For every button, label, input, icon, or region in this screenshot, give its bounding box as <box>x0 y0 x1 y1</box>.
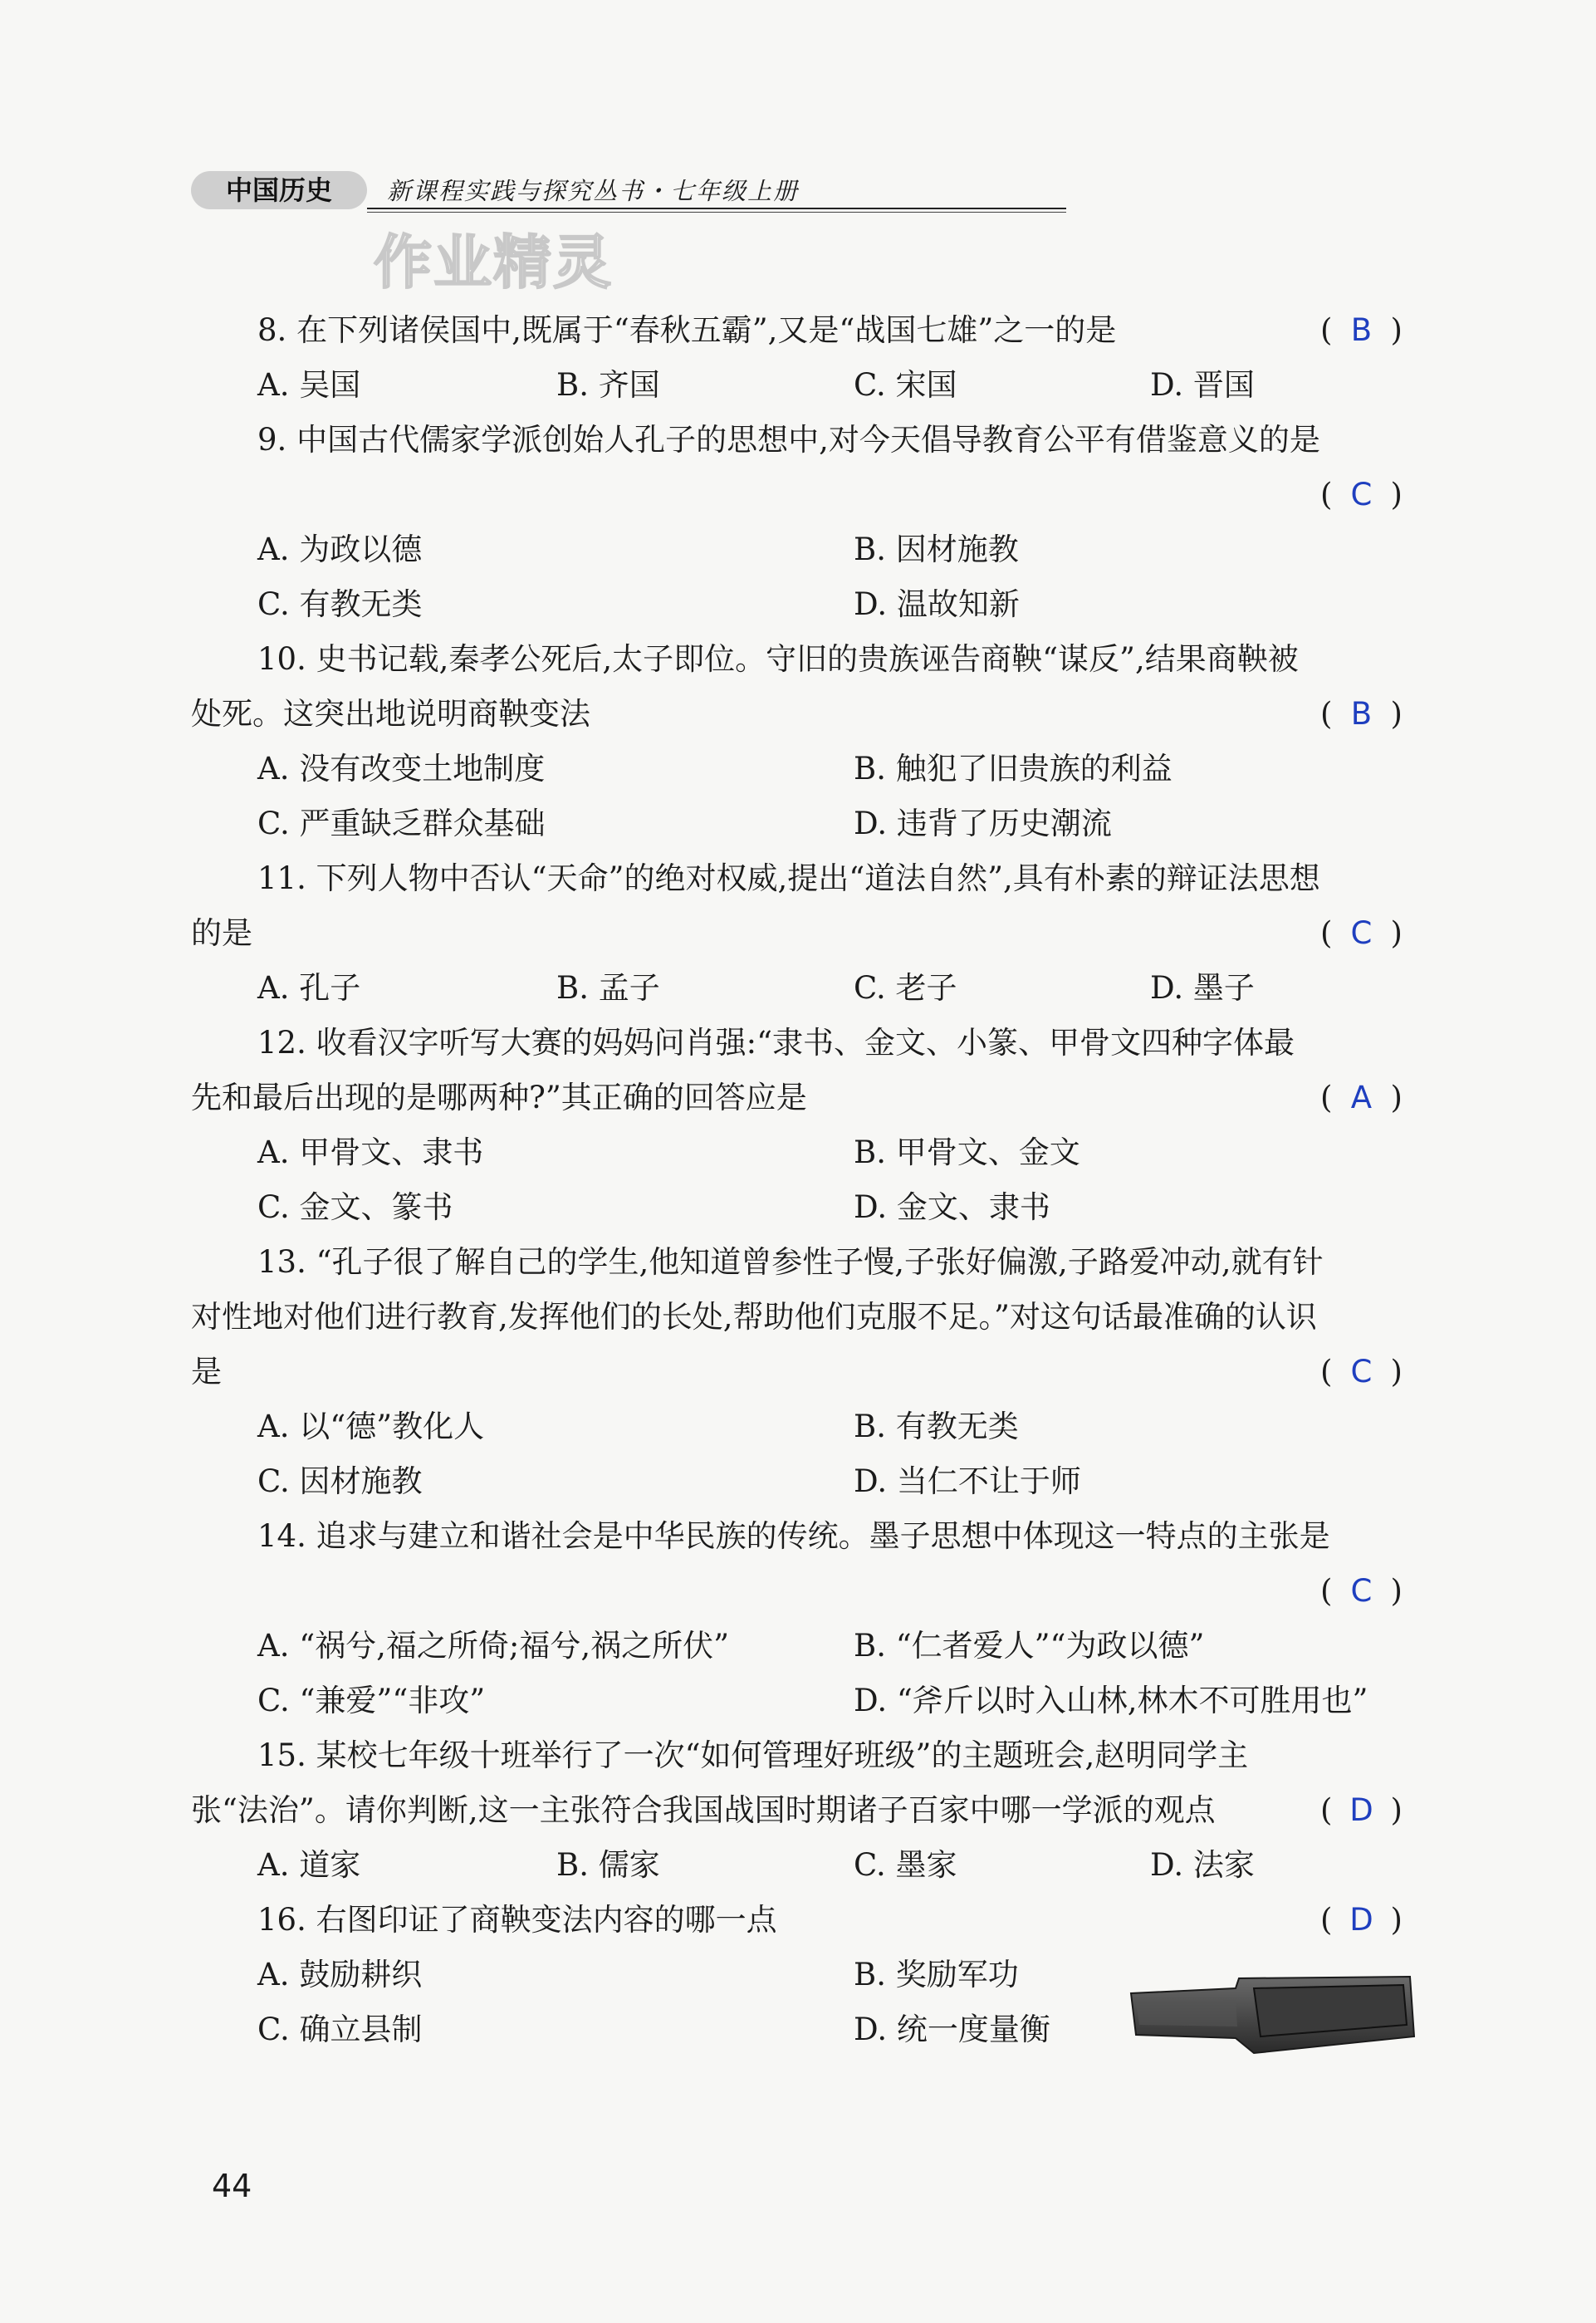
option-b: B. 触犯了旧贵族的利益 <box>854 751 1173 787</box>
options-row <box>191 1838 1416 1893</box>
options-row <box>191 1125 1416 1180</box>
question-number: 8. <box>257 312 287 348</box>
page-number: 44 <box>212 2168 252 2204</box>
answer-letter: C <box>1350 477 1373 512</box>
option-c: C. 金文、篆书 <box>257 1189 453 1225</box>
option-b: B. 奖励军功 <box>854 1957 1019 1992</box>
options-row <box>191 1180 1416 1235</box>
option-b: B. 齐国 <box>556 367 660 403</box>
options-row <box>191 1454 1416 1509</box>
option-c: C. 墨家 <box>854 1847 957 1883</box>
answer-bracket: ( D ) <box>1320 1783 1416 1838</box>
question-12 <box>191 1016 1416 1235</box>
option-a: A. 为政以德 <box>257 532 423 567</box>
watermark: 作业精灵 <box>374 228 613 297</box>
question-stem: 8. 在下列诸侯国中,既属于“春秋五霸”,又是“战国七雄”之一的是 ( B ) <box>191 303 1416 358</box>
option-c: C. 老子 <box>854 970 957 1006</box>
options-row <box>191 1399 1416 1454</box>
question-14 <box>191 1509 1416 1728</box>
question-11 <box>191 851 1416 1016</box>
option-d: D. 晋国 <box>1150 367 1255 403</box>
question-stem: 12. 收看汉字听写大赛的妈妈问肖强:“隶书、金文、小篆、甲骨文四种字体最先和最后出现的是哪两种?”其正确的回答应是 ( A ) <box>191 1016 1416 1125</box>
options-row <box>191 522 1416 577</box>
answer-bracket: ( D ) <box>1320 1893 1416 1948</box>
question-number: 9. <box>257 422 287 458</box>
option-d: D. 法家 <box>1150 1847 1255 1883</box>
option-d: D. 统一度量衡 <box>854 2012 1050 2047</box>
options-row <box>191 1674 1416 1728</box>
option-a: A. 道家 <box>257 1847 361 1883</box>
answer-letter: D <box>1349 1792 1373 1828</box>
option-c: C. 有教无类 <box>257 586 423 622</box>
option-d: D. “斧斤以时入山林,林木不可胜用也” <box>854 1683 1368 1718</box>
question-8 <box>191 303 1416 413</box>
option-a: A. “祸兮,福之所倚;福兮,祸之所伏” <box>257 1628 730 1664</box>
answer-bracket: ( B ) <box>1320 687 1416 742</box>
answer-letter: B <box>1350 696 1373 732</box>
question-stem: 11. 下列人物中否认“天命”的绝对权威,提出“道法自然”,具有朴素的辩证法思想的是 ( C ) <box>191 851 1416 961</box>
option-d: D. 当仁不让于师 <box>854 1463 1081 1499</box>
measuring-vessel-image <box>1129 1970 1416 2057</box>
question-number: 12. <box>257 1025 306 1061</box>
header-rule <box>367 208 1066 209</box>
question-number: 13. <box>257 1244 306 1280</box>
options-row <box>191 577 1416 632</box>
question-stem: 10. 史书记载,秦孝公死后,太子即位。守旧的贵族诬告商鞅“谋反”,结果商鞅被处死。这突出地说明商鞅变法 ( B ) <box>191 632 1416 742</box>
option-c: C. 因材施教 <box>257 1463 423 1499</box>
question-9 <box>191 413 1416 632</box>
option-d: D. 违背了历史潮流 <box>854 806 1112 841</box>
option-c: C. 确立县制 <box>257 2012 423 2047</box>
question-stem: 14. 追求与建立和谐社会是中华民族的传统。墨子思想中体现这一特点的主张是 <box>257 1518 1330 1554</box>
option-b: B. 甲骨文、金文 <box>854 1135 1080 1170</box>
option-d: D. 金文、隶书 <box>854 1189 1050 1225</box>
answer-bracket: ( A ) <box>1320 1071 1416 1125</box>
answer-letter: D <box>1349 1902 1373 1938</box>
option-b: B. “仁者爱人”“为政以德” <box>854 1628 1205 1664</box>
question-number: 10. <box>257 641 306 677</box>
option-b: B. 因材施教 <box>854 532 1019 567</box>
answer-bracket: ( C ) <box>1320 1345 1416 1399</box>
option-a: A. 以“德”教化人 <box>257 1409 485 1444</box>
option-a: A. 孔子 <box>257 970 361 1006</box>
option-b: B. 孟子 <box>556 970 660 1006</box>
answer-letter: B <box>1350 312 1373 348</box>
question-number: 11. <box>257 860 306 896</box>
options-row <box>191 961 1416 1016</box>
option-c: C. “兼爱”“非攻” <box>257 1683 486 1718</box>
question-stem: 9. 中国古代儒家学派创始人孔子的思想中,对今天倡导教育公平有借鉴意义的是 <box>257 422 1320 458</box>
option-a: A. 没有改变土地制度 <box>257 751 546 787</box>
question-13 <box>191 1235 1416 1509</box>
option-c: C. 宋国 <box>854 367 957 403</box>
page-header <box>191 171 880 213</box>
option-c: C. 严重缺乏群众基础 <box>257 806 546 841</box>
subject-badge: 中国历史 <box>191 171 367 209</box>
question-number: 14. <box>257 1518 306 1554</box>
answer-bracket: ( C ) <box>1320 906 1416 961</box>
answer-letter: C <box>1350 915 1373 951</box>
answer-letter: C <box>1350 1573 1373 1609</box>
answer-letter: C <box>1350 1354 1373 1389</box>
question-number: 15. <box>257 1737 306 1773</box>
option-a: A. 鼓励耕织 <box>257 1957 423 1992</box>
option-d: D. 墨子 <box>1150 970 1255 1006</box>
option-a: A. 甲骨文、隶书 <box>257 1135 484 1170</box>
question-stem: 16. 右图印证了商鞅变法内容的哪一点 ( D ) <box>191 1893 1416 1948</box>
series-title: 新课程实践与探究丛书・七年级上册 <box>387 177 800 205</box>
question-stem: 13. “孔子很了解自己的学生,他知道曾参性子慢,子张好偏激,子路爱冲动,就有针对性地对他们进行教育,发挥他们的长处,帮助他们克服不足。”对这句话最准确的认识是 ( C ) <box>191 1235 1416 1399</box>
question-stem: 15. 某校七年级十班举行了一次“如何管理好班级”的主题班会,赵明同学主张“法治”。请你判断,这一主张符合我国战国时期诸子百家中哪一学派的观点 ( D ) <box>191 1728 1416 1838</box>
answer-bracket: ( C ) <box>1320 1564 1416 1619</box>
question-10 <box>191 632 1416 851</box>
question-list <box>191 303 1416 2057</box>
question-15 <box>191 1728 1416 1893</box>
header-rule-thin <box>367 212 1066 213</box>
answer-bracket: ( C ) <box>1320 468 1416 522</box>
options-row <box>191 742 1416 796</box>
answer-letter: A <box>1350 1080 1373 1115</box>
option-b: B. 有教无类 <box>854 1409 1019 1444</box>
option-b: B. 儒家 <box>556 1847 660 1883</box>
answer-bracket: ( B ) <box>1320 303 1416 358</box>
options-row <box>191 1619 1416 1674</box>
option-a: A. 吴国 <box>257 367 361 403</box>
options-row <box>191 796 1416 851</box>
options-row <box>191 358 1416 413</box>
option-d: D. 温故知新 <box>854 586 1020 622</box>
question-number: 16. <box>257 1902 306 1938</box>
